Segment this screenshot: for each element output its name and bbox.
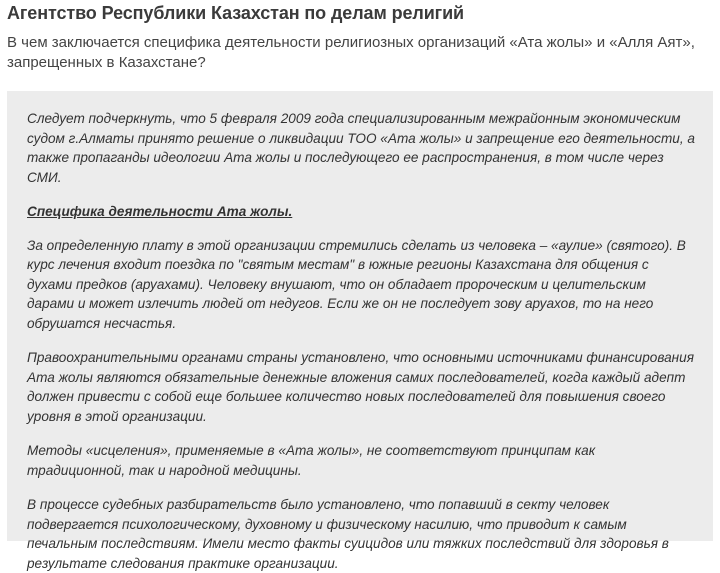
answer-paragraph: За определенную плату в этой организации стремились сделать из человека – «аулие» (святого). В курс лечения входит поездка по "святым местам" в южные регионы Казахстана для общения с духами предков (аруахами). Человеку внушают, что он обладает пророческим и целительским дарами и может излечить людей от недугов. Если же он не последует зову аруахов, то на него обрушатся несчастья.	[27, 237, 686, 331]
answer-paragraph: Правоохранительными органами страны установлено, что основными источниками финансирования Ата жолы являются обязательные денежные вложения самих последователей, когда каждый адепт должен привести с собой еще большее количество новых последователей для повышения своего уровня в этой организации.	[27, 350, 694, 424]
answer-subheading: Специфика деятельности Ата жолы.	[27, 204, 293, 219]
answer-paragraph: Следует подчеркнуть, что 5 февраля 2009 года специализированным межрайонным экономическим судом г.Алматы принято решение о ликвидации ТОО «Ата жолы» и запрещение его деятельности, а также пропаганды идеологии Ата жолы и последующего ее распространения, в том числе через СМИ.	[27, 111, 695, 185]
question-text: В чем заключается специфика деятельности религиозных организаций «Ата жолы» и «Алля Аят», запрещенных в Казахстане?	[7, 34, 695, 71]
answer-paragraph: Методы «исцеления», применяемые в «Ата жолы», не соответствуют принципам как традиционной, так и народной медицины.	[27, 443, 596, 478]
page-title: Агентство Республики Казахстан по делам религий	[7, 3, 465, 23]
answer-box	[7, 91, 713, 571]
answer-paragraph: В процессе судебных разбирательств было установлено, что попавший в секту человек подвергается психологическому, духовному и физическому насилию, что приводит к самым печальным последствиям. Имели место факты суицидов или тяжких последствий для здоровья в результате следования практике организации.	[27, 497, 669, 571]
